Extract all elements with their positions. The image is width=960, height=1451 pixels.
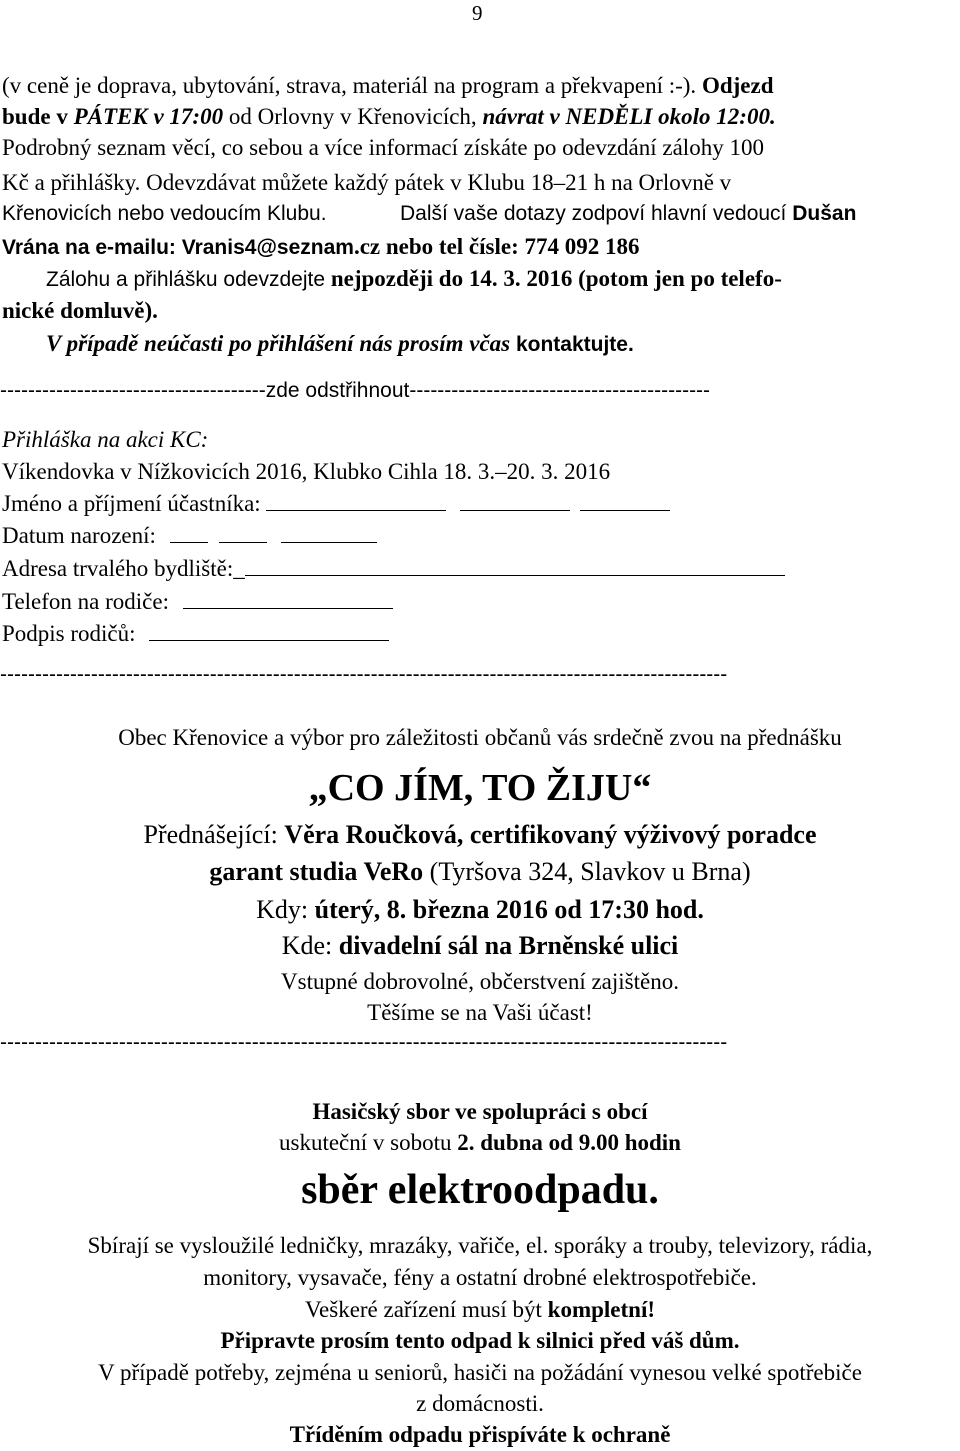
- name-blank-3[interactable]: [580, 490, 670, 511]
- address-label: Adresa trvalého bydliště:_: [2, 556, 245, 581]
- trip-info-line-1: [2, 70, 960, 102]
- collection-date-value: 2. dubna od 9.00 hodin: [457, 1130, 681, 1155]
- departure-time: PÁTEK v 17:00: [73, 104, 224, 129]
- collection-complete: [0, 1294, 960, 1326]
- contact-phone: .cz nebo tel čísle: 774 092 186: [353, 234, 640, 259]
- lecture-welcome: Těšíme se na Vaši účast!: [367, 1000, 593, 1025]
- garant-address: (Tyršova 324, Slavkov u Brna): [423, 857, 751, 886]
- collection-items-1: Sbírají se vysloužilé ledničky, mrazáky, vařiče, el. sporáky a trouby, televizory, rádia,: [87, 1233, 873, 1258]
- return-time: návrat v NEDĚLI okolo 12:00.: [482, 104, 776, 129]
- signature-label: Podpis rodičů:: [2, 621, 136, 646]
- deadline-date: nejpozději do 14. 3. 2016 (potom jen po telefo-: [330, 266, 782, 291]
- complete-emphasis: kompletní!: [547, 1297, 656, 1322]
- trip-info-line-3: Podrobný seznam věcí, co sebou a více informací získáte po odevzdání zálohy 100: [2, 135, 764, 160]
- separator-1: --------------------------------------------------------------------------------------------------------: [0, 663, 728, 686]
- deadline-text: Zálohu a přihlášku odevzdejte: [46, 268, 331, 291]
- separator-2: --------------------------------------------------------------------------------------------------------: [0, 1031, 728, 1054]
- lecture-title: „CO JÍM, TO ŽIJU“: [308, 767, 652, 809]
- when-label: Kdy:: [256, 895, 315, 924]
- collection-org: Hasičský sbor ve spolupráci s obcí: [312, 1099, 648, 1124]
- name-blank-2[interactable]: [460, 490, 570, 511]
- form-title: Přihláška na akci KC:: [2, 427, 209, 452]
- garant-line: [0, 855, 960, 889]
- birth-field-row: [2, 520, 960, 552]
- collection-date: [0, 1127, 960, 1159]
- cancellation-text: V případě neúčasti po přihlášení nás prosím včas: [46, 331, 511, 356]
- where-label: Kde:: [281, 931, 339, 960]
- trip-price-text: (v ceně je doprava, ubytování, strava, materiál na program a překvapení :-).: [2, 73, 702, 98]
- lecturer-name: Věra Roučková, certifikovaný výživový poradce: [284, 820, 817, 849]
- trip-info-line-2: [2, 101, 960, 133]
- cut-line: --------------------------------------zde odstřihnout-------------------------------------------: [0, 379, 711, 402]
- departure-text: bude v: [2, 104, 74, 129]
- name-blank[interactable]: [266, 490, 446, 511]
- collection-help-1: V případě potřeby, zejména u seniorů, hasiči na požádání vynesou velké spotřebiče: [98, 1360, 862, 1385]
- lecture-entry: Vstupné dobrovolné, občerstvení zajištěno.: [281, 969, 679, 994]
- name-field-row: [2, 488, 960, 520]
- page-number: 9: [472, 1, 483, 25]
- departure-place: od Orlovny v Křenovicích,: [223, 104, 483, 129]
- lecture-invite: Obec Křenovice a výbor pro záležitosti občanů vás srdečně zvou na přednášku: [118, 725, 842, 750]
- signature-field-row: [2, 618, 960, 650]
- birth-label: Datum narození:: [2, 523, 156, 548]
- cancellation-line: [46, 328, 960, 361]
- deadline-line-2: nické domluvě).: [2, 298, 158, 323]
- collection-items-2: monitory, vysavače, fény a ostatní drobné elektrospotřebiče.: [203, 1265, 757, 1290]
- where-value: divadelní sál na Brněnské ulici: [338, 931, 679, 960]
- collection-date-text: uskuteční v sobotu: [279, 1130, 458, 1155]
- address-blank[interactable]: [245, 555, 785, 576]
- leader-first-name: Dušan: [792, 202, 857, 225]
- deadline-line: [46, 263, 960, 296]
- contact-line: [400, 198, 856, 230]
- signature-blank[interactable]: [149, 620, 389, 641]
- contact-text: Další vaše dotazy zodpoví hlavní vedoucí: [400, 202, 793, 225]
- collection-prepare: Připravte prosím tento odpad k silnici před váš dům.: [220, 1328, 740, 1353]
- when-value: úterý, 8. března 2016 od 17:30 hod.: [314, 895, 704, 924]
- trip-info-line-5: Křenovicích nebo vedoucím Klubu.: [2, 202, 327, 225]
- name-label: Jméno a příjmení účastníka:: [2, 491, 261, 516]
- birth-year-blank[interactable]: [281, 522, 377, 543]
- lecturer-line: [0, 818, 960, 852]
- lecture-when: [0, 893, 960, 927]
- lecturer-label: Přednášející:: [143, 820, 285, 849]
- phone-field-row: [2, 586, 960, 618]
- trip-info-line-4: Kč a přihlášky. Odevzdávat můžete každý pátek v Klubu 18–21 h na Orlovně v: [2, 170, 732, 195]
- birth-day-blank[interactable]: [170, 522, 208, 543]
- birth-month-blank[interactable]: [219, 522, 267, 543]
- cancellation-contact: kontaktujte.: [510, 333, 634, 356]
- contact-email: Vrána na e-mailu: Vranis4@seznam: [2, 236, 354, 259]
- departure-label: Odjezd: [701, 73, 774, 98]
- complete-text: Veškeré zařízení musí být: [304, 1297, 548, 1322]
- contact-email-line: [2, 231, 960, 264]
- lecture-where: [0, 929, 960, 963]
- phone-label: Telefon na rodiče:: [2, 589, 169, 614]
- garant-name: garant studia VeRo: [209, 857, 424, 886]
- collection-footer: Tříděním odpadu přispíváte k ochraně: [289, 1422, 671, 1447]
- collection-help-2: z domácnosti.: [416, 1391, 544, 1416]
- collection-title: sběr elektroodpadu.: [301, 1167, 659, 1213]
- address-field-row: [2, 553, 960, 585]
- phone-blank[interactable]: [183, 588, 393, 609]
- form-event: Víkendovka v Nížkovicích 2016, Klubko Cihla 18. 3.–20. 3. 2016: [2, 459, 611, 484]
